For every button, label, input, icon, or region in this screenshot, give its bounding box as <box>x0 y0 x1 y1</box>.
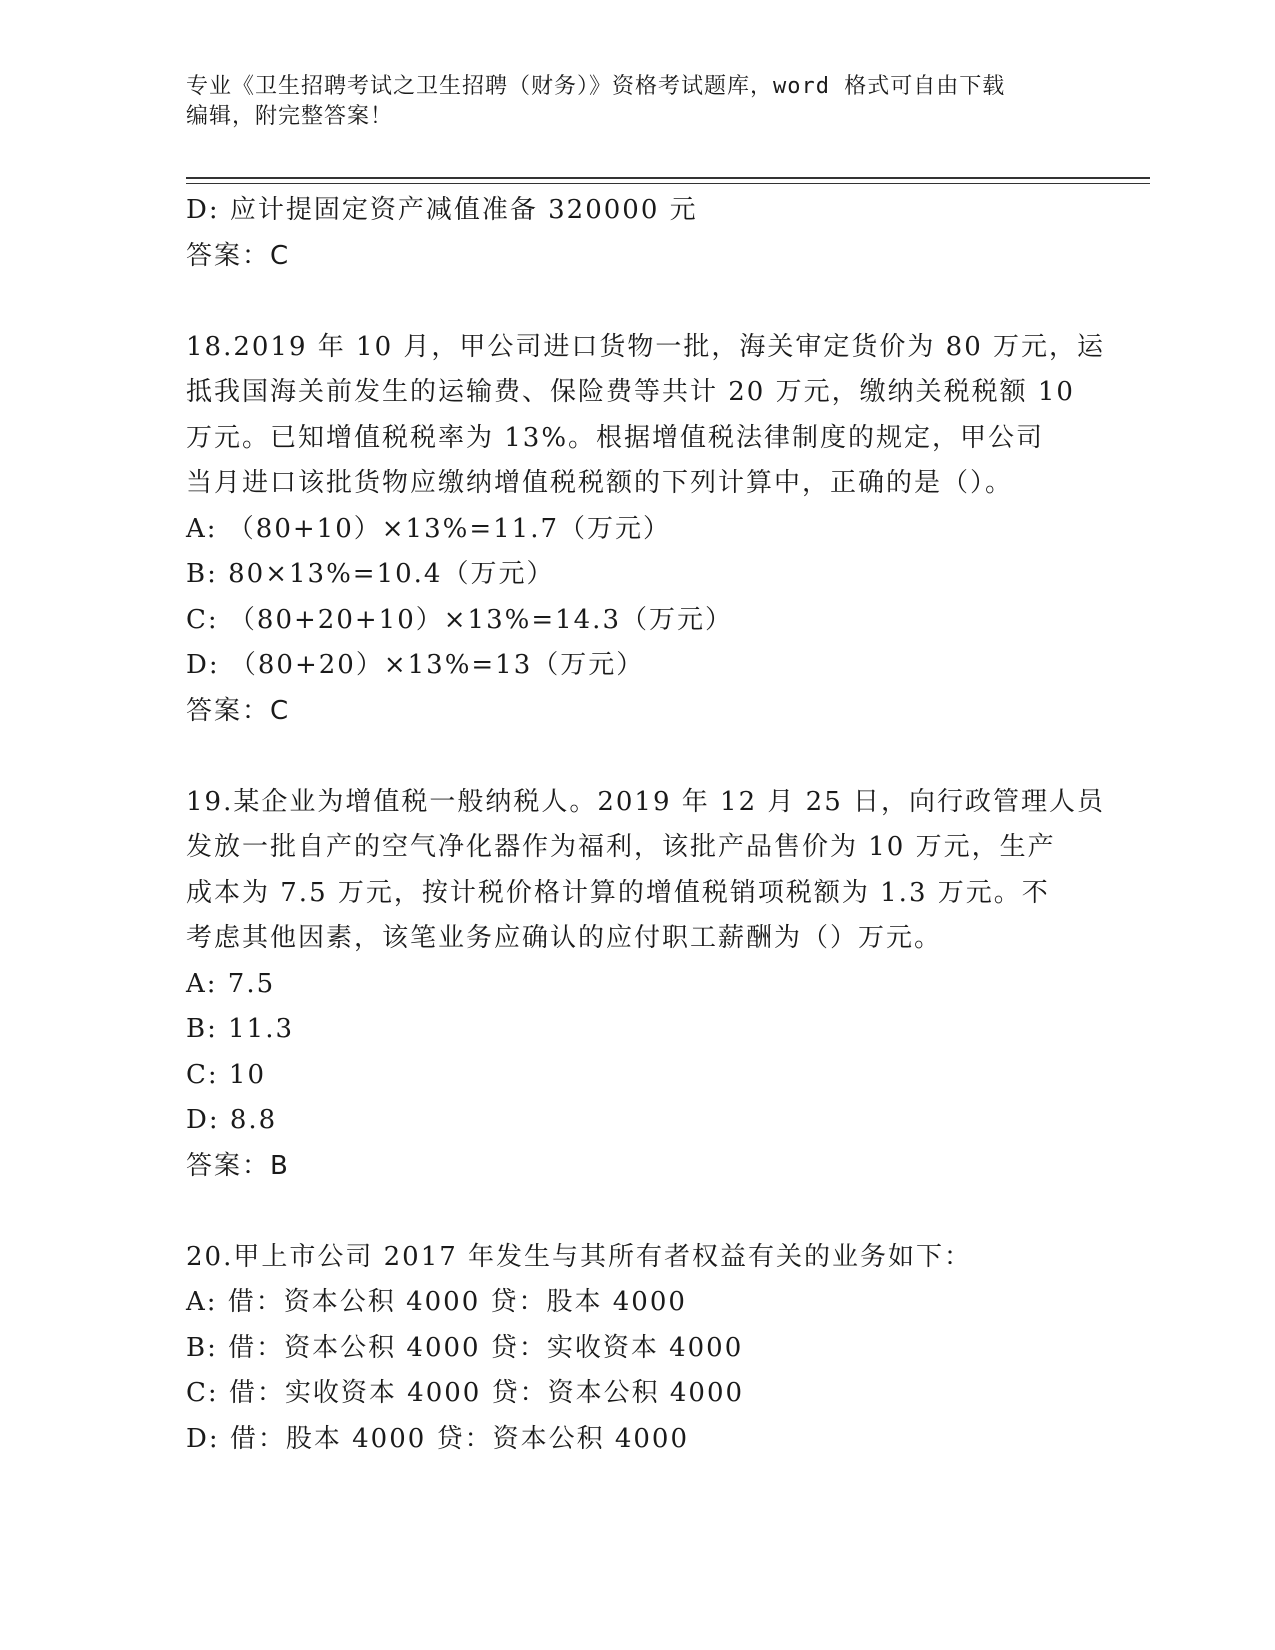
option-b: B: 借：资本公积 4000 贷：实收资本 4000 <box>186 1332 744 1363</box>
option-b: B: 11.3 <box>186 1014 295 1044</box>
question-text-line: 考虑其他因素，该笔业务应确认的应付职工薪酬为（）万元。 <box>186 923 943 953</box>
option-c: C: （80+20+10）×13%=14.3（万元） <box>186 604 733 635</box>
option-a: A: 7.5 <box>186 968 276 999</box>
option-a: A: （80+10）×13%=11.7（万元） <box>186 513 672 544</box>
document-header <box>186 72 1076 132</box>
question-text-line: 20.甲上市公司 2017 年发生与其所有者权益有关的业务如下： <box>186 1241 973 1272</box>
question-text-line: 成本为 7.5 万元，按计税价格计算的增值税销项税额为 1.3 万元。不 <box>186 877 1050 908</box>
question-text-line: 抵我国海关前发生的运输费、保险费等共计 20 万元，缴纳关税税额 10 <box>186 377 1075 407</box>
question-list <box>186 188 1106 1462</box>
option-c: C: 借：实收资本 4000 贷：资本公积 4000 <box>186 1378 745 1408</box>
option-c: C: 10 <box>186 1059 267 1090</box>
spacer <box>186 734 1086 780</box>
option-d: D: （80+20）×13%=13（万元） <box>186 650 645 680</box>
question-text-line: 万元。已知增值税税率为 13%。根据增值税法律制度的规定，甲公司 <box>186 422 1045 453</box>
header-rule <box>186 177 1150 179</box>
option-d: D: 8.8 <box>186 1105 278 1135</box>
option-d: D: 应计提固定资产减值准备 320000 元 <box>186 195 698 225</box>
spacer <box>186 1189 1086 1235</box>
answer-line: 答案：B <box>186 1150 290 1181</box>
question-text-line: 18.2019 年 10 月，甲公司进口货物一批，海关审定货价为 80 万元，运 <box>186 331 1106 362</box>
question-text-line: 19.某企业为增值税一般纳税人。2019 年 12 月 25 日，向行政管理人员 <box>186 786 1106 817</box>
spacer <box>186 279 1086 325</box>
question-text-line: 发放一批自产的空气净化器作为福利，该批产品售价为 10 万元，生产 <box>186 832 1056 862</box>
header-line: 编辑，附完整答案！ <box>186 104 394 129</box>
question-text-line: 当月进口该批货物应缴纳增值税税额的下列计算中，正确的是（）。 <box>186 468 1014 498</box>
header-line: 专业《卫生招聘考试之卫生招聘（财务）》资格考试题库，word 格式可自由下载 <box>186 74 1006 99</box>
option-d: D: 借：股本 4000 贷：资本公积 4000 <box>186 1423 690 1454</box>
header-rule-thin <box>186 183 1150 184</box>
option-a: A: 借：资本公积 4000 贷：股本 4000 <box>186 1287 687 1317</box>
answer-line: 答案：C <box>186 695 291 726</box>
answer-line: 答案：C <box>186 240 291 271</box>
option-b: B: 80×13%=10.4（万元） <box>186 559 555 589</box>
